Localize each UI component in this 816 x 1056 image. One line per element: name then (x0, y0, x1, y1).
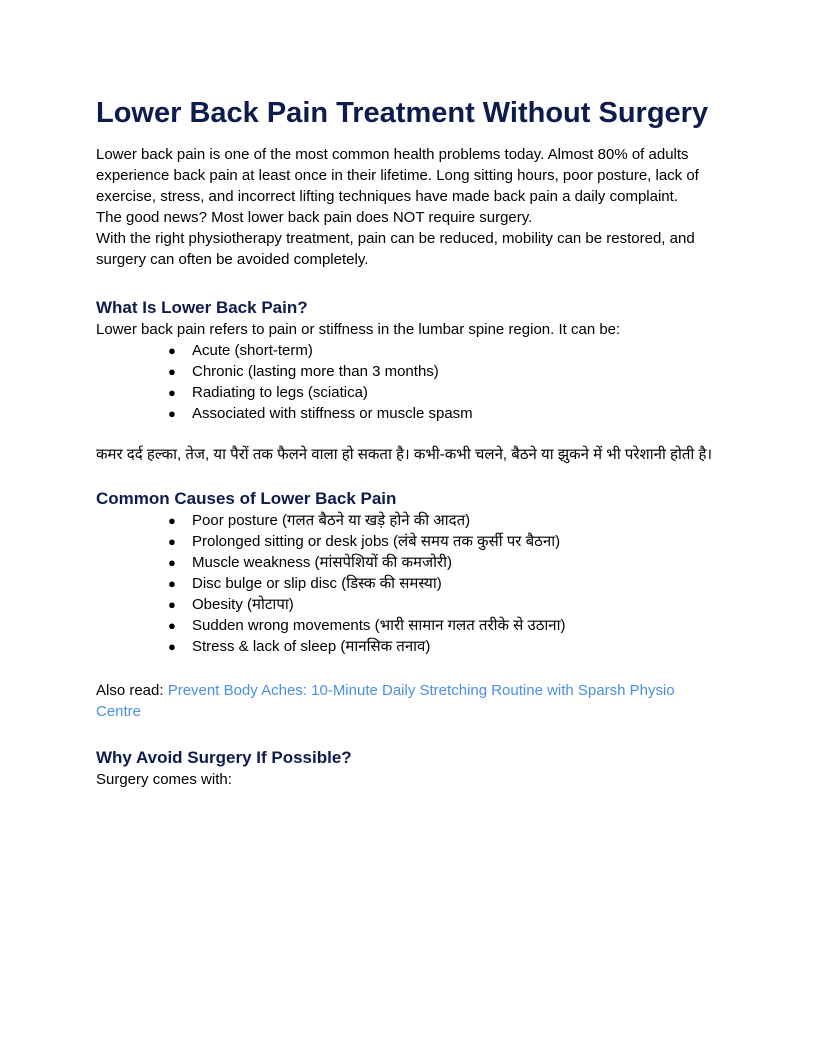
page-title: Lower Back Pain Treatment Without Surgery (96, 97, 709, 129)
list-item (168, 594, 720, 615)
list-item-text: Associated with stiffness or muscle spasm (192, 405, 473, 422)
also-read (96, 680, 720, 722)
causes-list (96, 510, 720, 657)
list-item-text: Disc bulge or slip disc (डिस्क की समस्या) (192, 575, 442, 592)
list-item-text: Poor posture (गलत बैठने या खड़े होने की आदत) (192, 512, 471, 529)
document-page (96, 92, 720, 790)
list-item (168, 510, 720, 531)
section-heading-why: Why Avoid Surgery If Possible? (96, 748, 352, 767)
bullet-icon: ● (168, 597, 176, 612)
list-item (168, 615, 720, 636)
intro-paragraph: With the right physiotherapy treatment, pain can be reduced, mobility can be restored, and surgery can often be avoided completely. (96, 230, 695, 268)
what-list (96, 340, 720, 424)
list-item-text: Acute (short-term) (192, 342, 313, 359)
bullet-icon: ● (168, 639, 176, 654)
section-heading-causes: Common Causes of Lower Back Pain (96, 489, 397, 508)
what-text: Lower back pain refers to pain or stiffness in the lumbar spine region. It can be: (96, 321, 621, 338)
also-read-label: Also read: (96, 682, 164, 699)
list-item (168, 573, 720, 594)
bullet-icon: ● (168, 343, 176, 358)
list-item-text: Chronic (lasting more than 3 months) (192, 363, 439, 380)
bullet-icon: ● (168, 385, 176, 400)
list-item (168, 403, 720, 424)
why-text: Surgery comes with: (96, 771, 232, 788)
list-item (168, 340, 720, 361)
list-item (168, 552, 720, 573)
list-item-text: Sudden wrong movements (भारी सामान गलत तरीके से उठाना) (192, 617, 566, 634)
list-item (168, 361, 720, 382)
intro-section (96, 144, 720, 270)
list-item-text: Obesity (मोटापा) (192, 596, 294, 613)
list-item-text: Prolonged sitting or desk jobs (लंबे समय तक कुर्सी पर बैठना) (192, 533, 561, 550)
bullet-icon: ● (168, 555, 176, 570)
bullet-icon: ● (168, 406, 176, 421)
list-item (168, 636, 720, 657)
list-item-text: Radiating to legs (sciatica) (192, 384, 368, 401)
bullet-icon: ● (168, 534, 176, 549)
list-item-text: Stress & lack of sleep (मानसिक तनाव) (192, 638, 431, 655)
bullet-icon: ● (168, 576, 176, 591)
bullet-icon: ● (168, 513, 176, 528)
list-item (168, 531, 720, 552)
bullet-icon: ● (168, 364, 176, 379)
list-item (168, 382, 720, 403)
intro-paragraph: Lower back pain is one of the most common health problems today. Almost 80% of adults experience back pain at least once in their lifetime. Long sitting hours, poor posture, lack of exercise, stress, and incorrect lifting techniques have made back pain a daily complaint. (96, 146, 699, 205)
hindi-paragraph: कमर दर्द हल्का, तेज, या पैरों तक फैलने वाला हो सकता है। कभी-कभी चलने, बैठने या झुकने में भी परेशानी होती है। (96, 446, 713, 463)
intro-paragraph: The good news? Most lower back pain does NOT require surgery. (96, 209, 533, 226)
section-heading-what: What Is Lower Back Pain? (96, 298, 308, 317)
bullet-icon: ● (168, 618, 176, 633)
also-read-link[interactable]: Prevent Body Aches: 10-Minute Daily Stretching Routine with Sparsh Physio Centre (96, 682, 675, 720)
list-item-text: Muscle weakness (मांसपेशियों की कमजोरी) (192, 554, 452, 571)
